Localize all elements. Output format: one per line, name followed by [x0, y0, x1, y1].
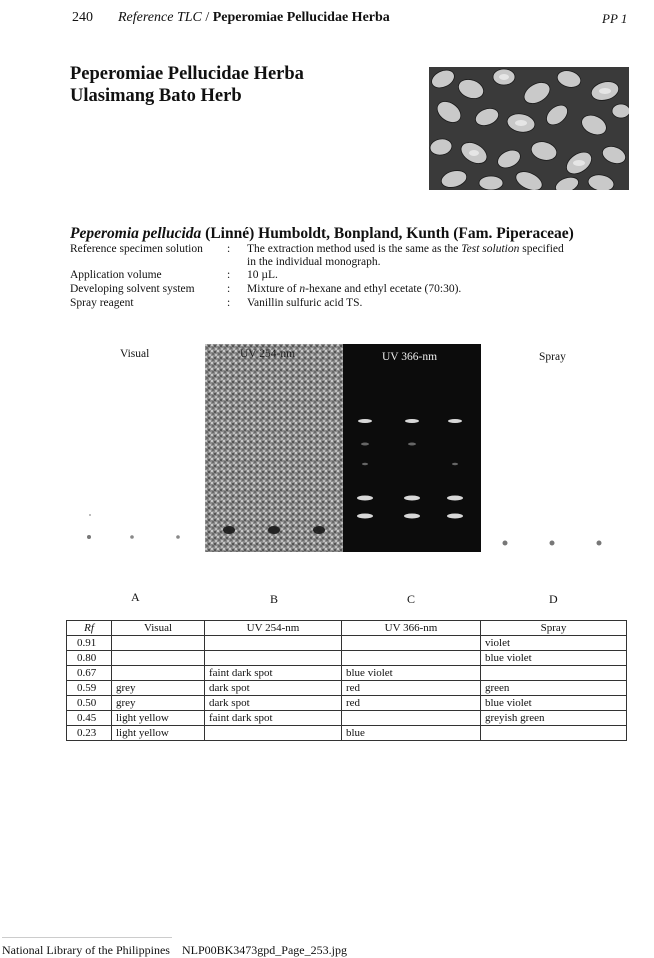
spot-spray-3 [597, 541, 602, 546]
plate-label-visual: Visual [120, 348, 150, 360]
table-row: 0.80 blue violet [67, 651, 627, 666]
detail-colon: : [227, 269, 231, 281]
plate-uv366 [343, 344, 481, 552]
running-separator: / [201, 10, 213, 25]
scan-footer-rule [2, 937, 172, 938]
track-label-a: A [131, 590, 140, 604]
monograph-code: PP 1 [602, 11, 628, 26]
spot-uv366-1 [358, 419, 372, 423]
spot-uv254-2 [268, 526, 280, 534]
spot-uv366-7 [357, 514, 373, 519]
header-uv366: UV 366-nm [342, 621, 481, 636]
spot-visual-a2 [130, 535, 134, 539]
spot-uv366-3 [448, 419, 462, 423]
spot-uv366-5 [404, 496, 420, 501]
table-row: 0.50 grey dark spot red blue violet [67, 696, 627, 711]
species-name: Peperomia pellucida [70, 225, 202, 242]
spot-visual-b [89, 514, 91, 516]
detail-colon: : [227, 283, 231, 295]
detail-label: Spray reagent [70, 297, 134, 309]
track-label-d: D [549, 592, 558, 606]
plate-visual [80, 500, 190, 550]
spot-visual-a [87, 535, 91, 539]
plate-label-spray: Spray [539, 351, 566, 363]
track-label-b: B [270, 592, 279, 606]
plate-spray [495, 530, 615, 554]
footer-library: National Library of the Philippines [2, 943, 170, 957]
table-row: 0.67 faint dark spot blue violet [67, 666, 627, 681]
page-number: 240 [72, 10, 93, 25]
monograph-title: Peperomiae Pellucidae Herba [70, 64, 304, 84]
running-section: Reference TLC [118, 10, 202, 25]
header-visual: Visual [112, 621, 205, 636]
rf-table [66, 620, 627, 741]
header-rf: Rf [67, 621, 112, 636]
detail-value: Vanillin sulfuric acid TS. [247, 297, 363, 309]
detail-colon: : [227, 297, 231, 309]
detail-label: Application volume [70, 269, 162, 281]
spot-uv366-2 [405, 419, 419, 423]
detail-value: The extraction method used is the same as the Test solution specified [247, 243, 564, 255]
spot-uv366-8 [404, 514, 420, 519]
species-authority: (Linné) Humboldt, Bonpland, Kunth (Fam. Piperaceae) [201, 225, 574, 242]
header-uv254: UV 254-nm [205, 621, 342, 636]
table-row: 0.59 grey dark spot red green [67, 681, 627, 696]
table-header-row [67, 621, 627, 636]
spot-uv254-1 [223, 526, 235, 534]
header-spray: Spray [481, 621, 627, 636]
detail-colon: : [227, 243, 231, 255]
running-title [118, 10, 390, 26]
detail-label: Developing solvent system [70, 283, 195, 295]
monograph-subtitle: Ulasimang Bato Herb [70, 86, 242, 106]
herb-photo [429, 67, 629, 190]
detail-value: 10 µL. [247, 269, 278, 281]
running-monograph: Peperomiae Pellucidae Herba [212, 10, 390, 25]
spot-uv366-9 [447, 514, 463, 519]
scan-footer [2, 943, 347, 958]
detail-label: Reference specimen solution [70, 243, 203, 255]
plate-label-uv366: UV 366-nm [382, 351, 438, 363]
plate-label-uv254: UV 254-nm [240, 348, 296, 360]
spot-uv366-6 [447, 496, 463, 501]
table-row: 0.45 light yellow faint dark spot greyish green [67, 711, 627, 726]
track-label-c: C [407, 592, 416, 606]
table-row: 0.91 violet [67, 636, 627, 651]
detail-value-line2: in the individual monograph. [247, 256, 381, 268]
spot-spray-2 [550, 541, 555, 546]
spot-visual-a3 [176, 535, 180, 539]
species-heading [70, 225, 574, 243]
spot-uv254-3 [313, 526, 325, 534]
footer-file: NLP00BK3473gpd_Page_253.jpg [181, 943, 347, 957]
table-row: 0.23 light yellow blue [67, 726, 627, 741]
plate-uv254 [205, 344, 343, 552]
detail-value: Mixture of n-hexane and ethyl ecetate (70:30). [247, 283, 462, 295]
spot-spray-1 [503, 541, 508, 546]
spot-uv366-4 [357, 496, 373, 501]
